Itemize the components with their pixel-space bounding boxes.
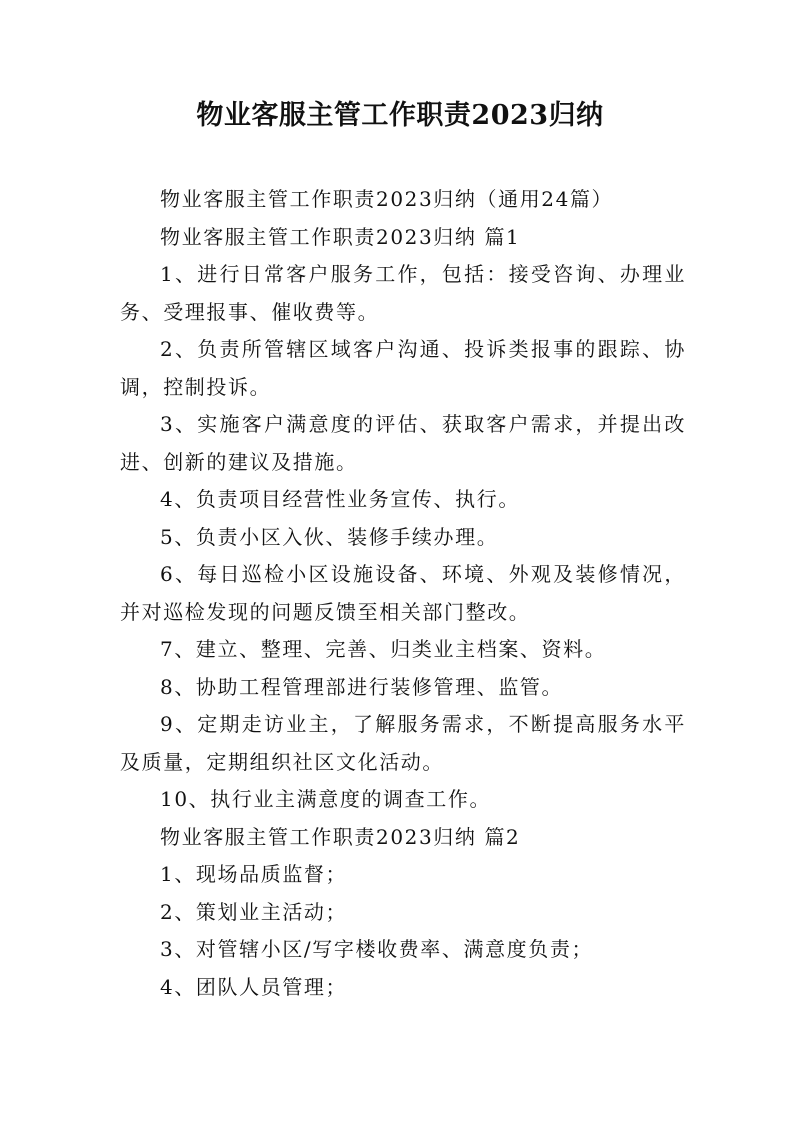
duty-item: 4、团队人员管理；	[160, 974, 348, 999]
section-heading-2: 物业客服主管工作职责2023归纳 篇2	[160, 824, 521, 849]
duty-item: 4、负责项目经营性业务宣传、执行。	[160, 487, 520, 511]
duty-item: 6、每日巡检小区设施设备、环境、外观及装修情况，并对巡检发现的问题反馈至相关部门整改。	[120, 562, 686, 624]
duty-item: 3、对管辖小区/写字楼收费率、满意度负责；	[160, 937, 594, 961]
duty-item: 9、定期走访业主，了解服务需求，不断提高服务水平及质量，定期组织社区文化活动。	[120, 712, 686, 774]
duty-item: 3、实施客户满意度的评估、获取客户需求，并提出改进、创新的建议及措施。	[120, 412, 686, 474]
duty-item: 1、现场品质监督；	[160, 862, 348, 886]
duty-item: 5、负责小区入伙、装修手续办理。	[160, 524, 499, 549]
duty-item: 10、执行业主满意度的调查工作。	[160, 787, 492, 811]
duty-item: 8、协助工程管理部进行装修管理、监管。	[160, 674, 564, 699]
document-title: 物业客服主管工作职责2023归纳	[196, 100, 604, 131]
section-heading-1: 物业客服主管工作职责2023归纳 篇1	[160, 224, 521, 249]
duty-item: 7、建立、整理、完善、归类业主档案、资料。	[160, 637, 607, 661]
intro-line: 物业客服主管工作职责2023归纳（通用24篇）	[160, 187, 614, 211]
document-body	[120, 181, 686, 1006]
duty-item: 1、进行日常客户服务工作，包括：接受咨询、办理业务、受理报事、催收费等。	[120, 262, 686, 324]
duty-item: 2、策划业主活动；	[160, 899, 348, 924]
duty-item: 2、负责所管辖区域客户沟通、投诉类报事的跟踪、协调，控制投诉。	[120, 337, 686, 399]
